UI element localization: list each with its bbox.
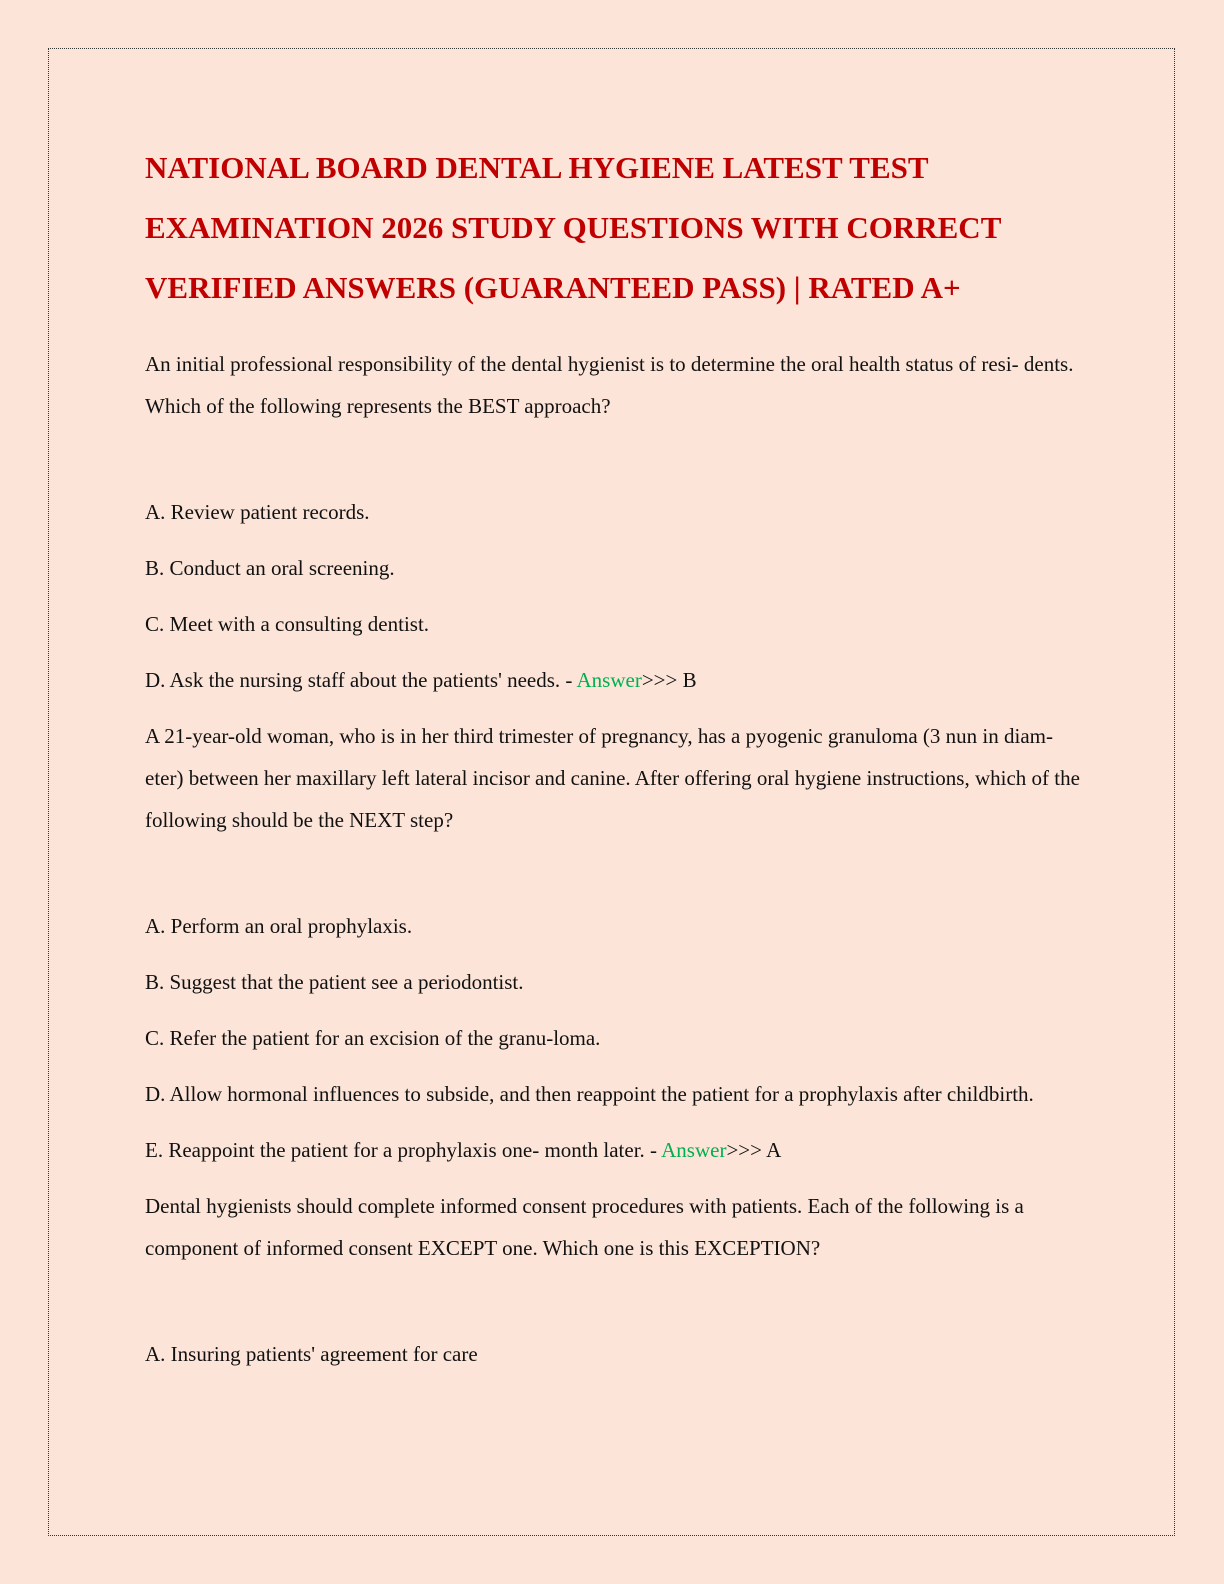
document-content — [145, 138, 1085, 1375]
answer-option: B. Conduct an oral screening. — [145, 556, 395, 580]
answer-option-text: E. Reappoint the patient for a prophylaxis one- month later. - — [145, 1138, 662, 1162]
answer-label: Answer — [661, 1138, 727, 1162]
answer-option: A. Review patient records. — [145, 500, 370, 524]
title-line: VERIFIED ANSWERS (GUARANTEED PASS) | RATED A+ — [145, 270, 961, 305]
answer-option: A. Insuring patients' agreement for care — [145, 1342, 478, 1366]
document-title — [145, 138, 1085, 318]
answer-option: A. Perform an oral prophylaxis. — [145, 914, 413, 938]
answer-option-with-key — [145, 1129, 1085, 1171]
answer-option: C. Refer the patient for an excision of the granu-loma. — [145, 1026, 601, 1050]
question-stem: An initial professional responsibility of the dental hygienist is to determine the oral health status of resi- dents. Which of the following represents the BEST approach? — [145, 352, 1074, 418]
answer-option: C. Meet with a consulting dentist. — [145, 612, 430, 636]
answer-label: Answer — [576, 668, 642, 692]
title-line: NATIONAL BOARD DENTAL HYGIENE LATEST TEST — [145, 150, 929, 185]
question-stem: Dental hygienists should complete informed consent procedures with patients. Each of the following is a component of informed consent EXCEPT one. Which one is this EXCEPTION? — [145, 1194, 1024, 1260]
answer-option-with-key — [145, 659, 1085, 701]
title-line: EXAMINATION 2026 STUDY QUESTIONS WITH CORRECT — [145, 210, 1002, 245]
answer-key: >>> B — [641, 668, 697, 692]
answer-option: D. Allow hormonal influences to subside, and then reappoint the patient for a prophylaxis after childbirth. — [145, 1082, 1034, 1106]
answer-key: >>> A — [726, 1138, 782, 1162]
answer-option: B. Suggest that the patient see a periodontist. — [145, 970, 524, 994]
question-stem: A 21-year-old woman, who is in her third trimester of pregnancy, has a pyogenic granuloma (3 nun in diam-eter) between her maxillary left lateral incisor and canine. After offering oral hygiene instructions, which of the following should be the NEXT step? — [145, 724, 1080, 832]
answer-option-text: D. Ask the nursing staff about the patients' needs. - — [145, 668, 577, 692]
